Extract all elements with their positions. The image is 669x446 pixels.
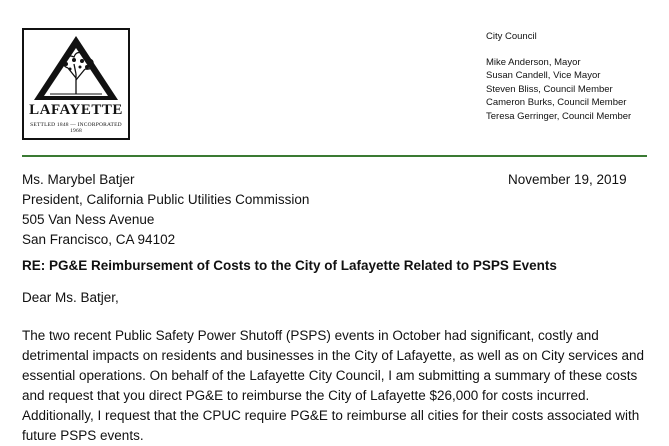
letter-date: November 19, 2019 [508,172,627,187]
paragraph-line: and request that you direct PG&E to reimburse the City of Lafayette $26,000 for costs incurred. [22,388,590,403]
paragraph-line: essential operations. On behalf of the Lafayette City Council, I am submitting a summary of these costs [22,368,638,383]
recipient-address [22,170,309,250]
council-member: Cameron Burks, Council Member [486,97,627,108]
body-paragraph [22,326,652,446]
recipient-street: 505 Van Ness Avenue [22,212,155,227]
subject-line: RE: PG&E Reimbursement of Costs to the City of Lafayette Related to PSPS Events [22,258,557,273]
council-member: Steven Bliss, Council Member [486,83,613,95]
council-list [486,30,631,123]
header-divider [22,155,647,157]
salutation: Dear Ms. Batjer, [22,290,119,305]
paragraph-line: The two recent Public Safety Power Shutoff (PSPS) events in October had significant, costly and [22,328,599,343]
logo-name: LAFAYETTE [29,102,123,118]
council-heading: City Council [486,31,537,42]
paragraph-line: Additionally, I request that the CPUC require PG&E to reimburse all cities for their costs associated with [22,408,640,423]
recipient-title: President, California Public Utilities Commission [22,192,310,207]
paragraph-line: detrimental impacts on residents and businesses in the City of Lafayette, as well as on City services and [22,348,645,363]
recipient-city: San Francisco, CA 94102 [22,232,176,247]
recipient-name: Ms. Marybel Batjer [22,172,135,187]
paragraph-line: future PSPS events. [22,428,144,443]
logo-tagline: SETTLED 1848 — INCORPORATED 1968 [30,122,122,134]
council-member: Mike Anderson, Mayor [486,56,581,68]
tree-triangle-icon [30,34,122,102]
city-logo [22,28,130,140]
council-member: Teresa Gerringer, Council Member [486,110,632,122]
council-member: Susan Candell, Vice Mayor [486,70,601,81]
